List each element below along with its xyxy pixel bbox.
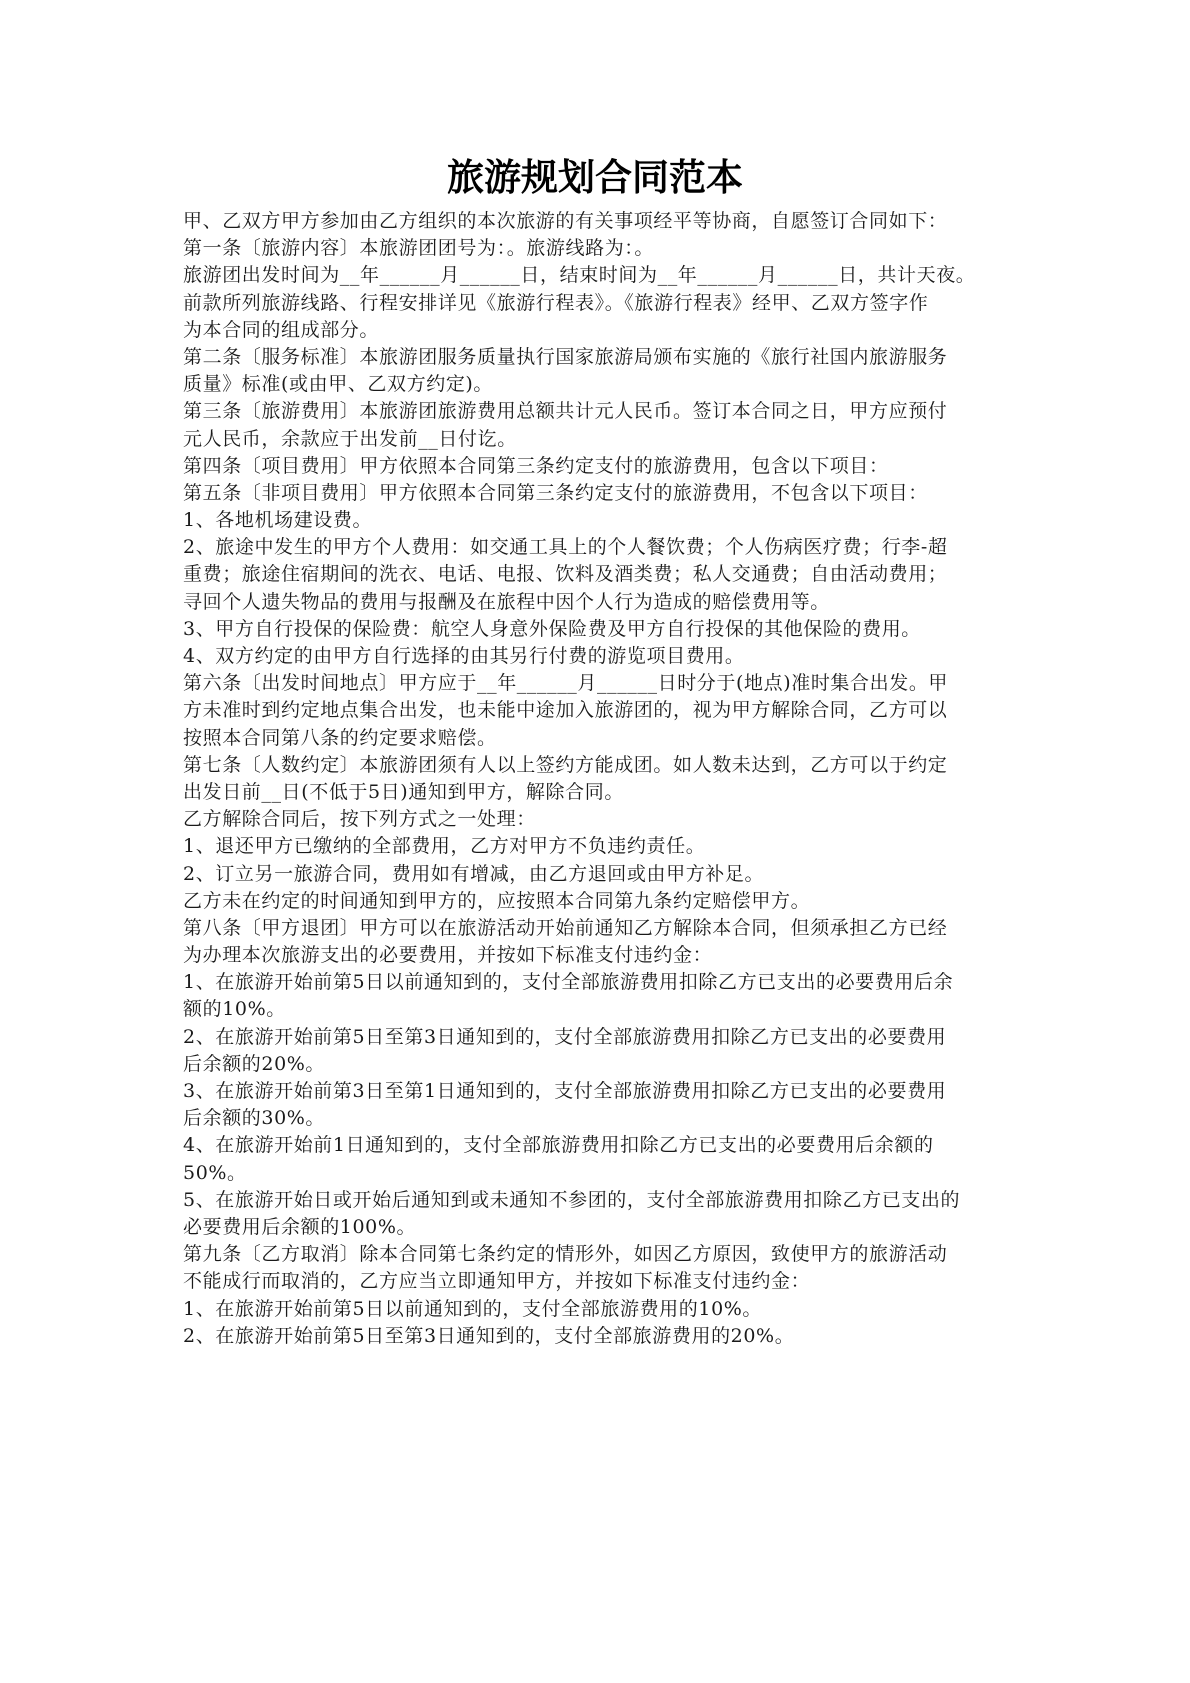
- article-9-line: 不能成行而取消的，乙方应当立即通知甲方，并按如下标准支付违约金：: [183, 1270, 811, 1293]
- article-1-line: 为本合同的组成部分。: [183, 318, 380, 341]
- article-5-item: 3、甲方自行投保的保险费：航空人身意外保险费及甲方自行投保的其他保险的费用。: [183, 617, 921, 640]
- article-8-item: 2、在旅游开始前第5日至第3日通知到的，支付全部旅游费用扣除乙方已支出的必要费用: [183, 1025, 947, 1048]
- article-9-item: 2、在旅游开始前第5日至第3日通知到的，支付全部旅游费用的20%。: [183, 1324, 795, 1347]
- article-1-line: 旅游团出发时间为__年______月______日，结束时间为__年______月______日，共计天夜。: [183, 264, 976, 287]
- intro-line: 甲、乙双方甲方参加由乙方组织的本次旅游的有关事项经平等协商，自愿签订合同如下：: [183, 210, 948, 232]
- article-5-item: 2、旅途中发生的甲方个人费用：如交通工具上的个人餐饮费；个人伤病医疗费；行李-超: [183, 536, 948, 559]
- article-3-line: 第三条〔旅游费用〕本旅游团旅游费用总额共计元人民币。签订本合同之日，甲方应预付: [183, 400, 948, 423]
- article-8-item: 50%。: [183, 1161, 247, 1184]
- article-8-item: 后余额的20%。: [183, 1052, 326, 1075]
- article-7-line: 乙方未在约定的时间通知到甲方的，应按照本合同第九条约定赔偿甲方。: [183, 889, 811, 912]
- article-8-item: 4、在旅游开始前1日通知到的，支付全部旅游费用扣除乙方已支出的必要费用后余额的: [183, 1134, 934, 1157]
- article-9-item: 1、在旅游开始前第5日以前通知到的，支付全部旅游费用的10%。: [183, 1297, 763, 1320]
- article-8-item: 5、在旅游开始日或开始后通知到或未通知不参团的，支付全部旅游费用扣除乙方已支出的: [183, 1188, 961, 1211]
- article-8-item: 后余额的30%。: [183, 1107, 326, 1130]
- article-1-line: 前款所列旅游线路、行程安排详见《旅游行程表》。《旅游行程表》经甲、乙双方签字作: [183, 291, 929, 314]
- article-7-item: 2、订立另一旅游合同，费用如有增减，由乙方退回或由甲方补足。: [183, 862, 765, 885]
- article-8-line: 第八条〔甲方退团〕甲方可以在旅游活动开始前通知乙方解除本合同，但须承担乙方已经: [183, 916, 948, 939]
- article-8-item: 额的10%。: [183, 998, 286, 1021]
- article-3-line: 元人民币，余款应于出发前__日付讫。: [183, 427, 517, 450]
- article-1-line: 第一条〔旅游内容〕本旅游团团号为：。旅游线路为：。: [183, 237, 655, 260]
- document-title: 旅游规划合同范本: [447, 156, 743, 199]
- article-4-line: 第四条〔项目费用〕甲方依照本合同第三条约定支付的旅游费用，包含以下项目：: [183, 454, 889, 477]
- article-8-item: 必要费用后余额的100%。: [183, 1215, 417, 1238]
- article-5-item: 1、各地机场建设费。: [183, 509, 373, 532]
- article-6-line: 方未准时到约定地点集合出发，也未能中途加入旅游团的，视为甲方解除合同，乙方可以: [183, 699, 948, 722]
- article-7-line: 第七条〔人数约定〕本旅游团须有人以上签约方能成团。如人数未达到，乙方可以于约定: [183, 753, 948, 776]
- article-7-line: 出发日前__日(不低于5日)通知到甲方，解除合同。: [183, 780, 624, 803]
- article-5-item: 重费；旅途住宿期间的洗衣、电话、电报、饮料及酒类费；私人交通费；自由活动费用；: [183, 563, 948, 586]
- article-5-item: 寻回个人遗失物品的费用与报酬及在旅程中因个人行为造成的赔偿费用等。: [183, 590, 830, 613]
- article-7-line: 乙方解除合同后，按下列方式之一处理：: [183, 808, 536, 831]
- article-2-line: 第二条〔服务标准〕本旅游团服务质量执行国家旅游局颁布实施的《旅行社国内旅游服务: [183, 345, 948, 368]
- document-body: [183, 208, 1013, 1350]
- article-8-item: 1、在旅游开始前第5日以前通知到的，支付全部旅游费用扣除乙方已支出的必要费用后余: [183, 971, 954, 994]
- article-2-line: 质量》标准(或由甲、乙双方约定)。: [183, 373, 494, 396]
- article-7-item: 1、退还甲方已缴纳的全部费用，乙方对甲方不负违约责任。: [183, 835, 706, 858]
- article-5-item: 4、双方约定的由甲方自行选择的由其另行付费的游览项目费用。: [183, 645, 745, 667]
- article-9-line: 第九条〔乙方取消〕除本合同第七条约定的情形外，如因乙方原因，致使甲方的旅游活动: [183, 1243, 948, 1266]
- article-6-line: 按照本合同第八条的约定要求赔偿。: [183, 726, 497, 749]
- article-6-line: 第六条〔出发时间地点〕甲方应于__年______月______日时分于(地点)准时集合出发。甲: [183, 672, 949, 695]
- article-5-line: 第五条〔非项目费用〕甲方依照本合同第三条约定支付的旅游费用，不包含以下项目：: [183, 481, 928, 504]
- article-8-line: 为办理本次旅游支出的必要费用，并按如下标准支付违约金：: [183, 944, 713, 967]
- article-8-item: 3、在旅游开始前第3日至第1日通知到的，支付全部旅游费用扣除乙方已支出的必要费用: [183, 1080, 947, 1102]
